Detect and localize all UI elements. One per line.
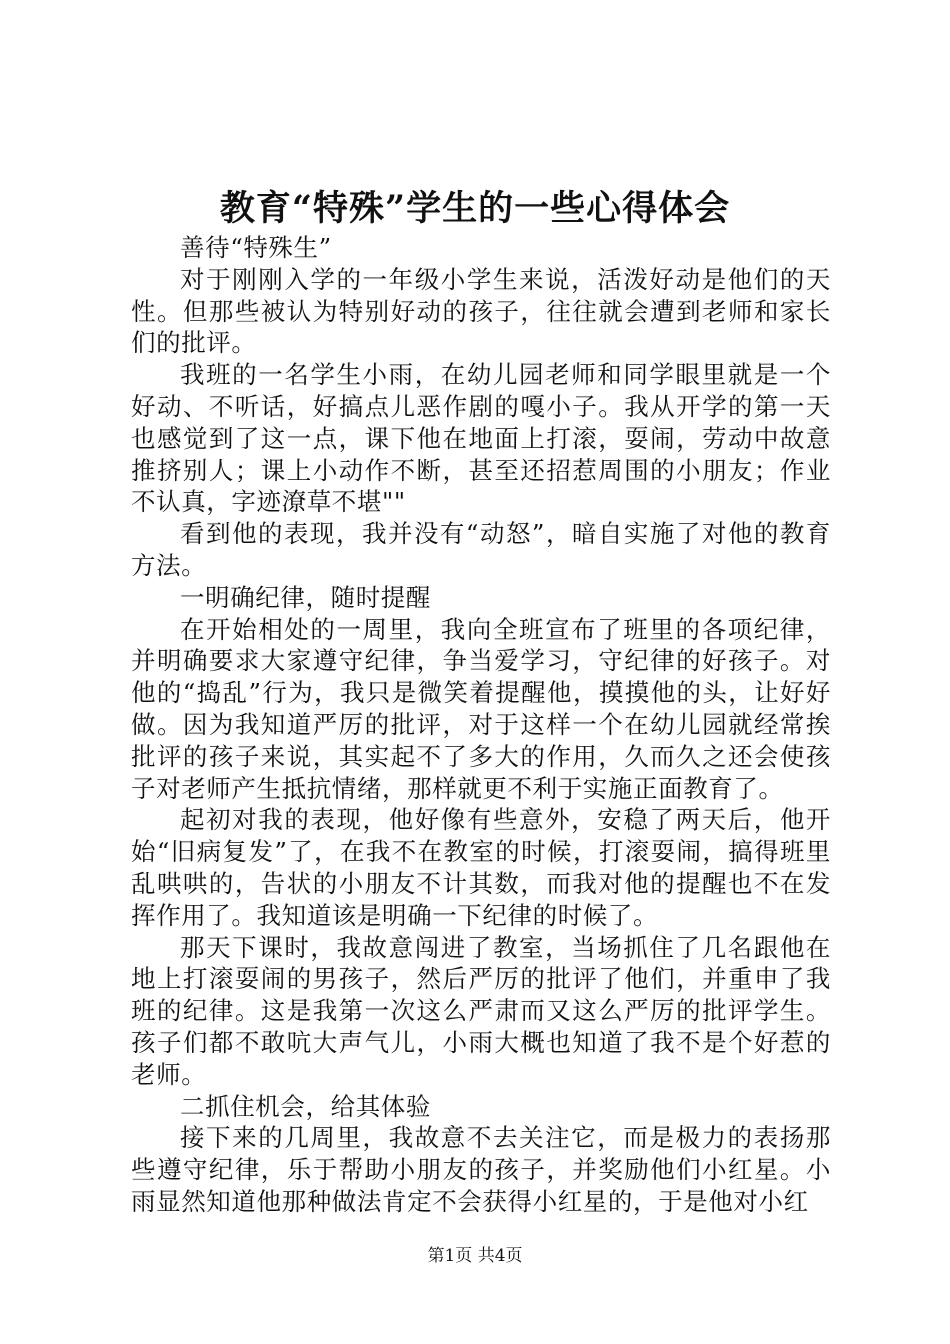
paragraph: 起初对我的表现，他好像有些意外，安稳了两天后，他开始“旧病复发”了，在我不在教室的时候，打滚耍闹，搞得班里乱哄哄的，告状的小朋友不计其数，而我对他的提醒也不在发挥作用了。我知道该是明确一下纪律的时候了。 — [131, 805, 831, 930]
paragraph: 在开始相处的一周里，我向全班宣布了班里的各项纪律，并明确要求大家遵守纪律，争当爱学习，守纪律的好孩子。对他的“捣乱”行为，我只是微笑着提醒他，摸摸他的头，让好好做。因为我知道严厉的批评，对于这样一个在幼儿园就经常挨批评的孩子来说，其实起不了多大的作用，久而久之还会使孩子对老师产生抵抗情绪，那样就更不利于实施正面教育了。 — [131, 614, 831, 803]
paragraph: 我班的一名学生小雨，在幼儿园老师和同学眼里就是一个好动、不听话，好搞点儿恶作剧的嘎小子。我从开学的第一天也感觉到了这一点，课下他在地面上打滚，耍闹，劳动中故意推挤别人；课上小动作不断，甚至还招惹周围的小朋友；作业不认真，字迹潦草不堪"" — [131, 360, 831, 517]
document-title: 教育“特殊”学生的一些心得体会 — [219, 188, 731, 229]
section-heading: 二抓住机会，给其体验 — [180, 1091, 431, 1121]
paragraph: 那天下课时，我故意闯进了教室，当场抓住了几名跟他在地上打滚耍闹的男孩子，然后严厉的批评了他们，并重申了我班的纪律。这是我第一次这么严肃而又这么严厉的批评学生。孩子们都不敢吭大声气儿，小雨大概也知道了我不是个好惹的老师。 — [131, 932, 831, 1089]
section-heading: 善待“特殊生” — [180, 233, 332, 262]
page-footer — [0, 1244, 950, 1268]
paragraph: 接下来的几周里，我故意不去关注它，而是极力的表扬那些遵守纪律，乐于帮助小朋友的孩子，并奖励他们小红星。小雨显然知道他那种做法肯定不会获得小红星的，于是他对小红 — [131, 1123, 831, 1216]
document-body — [131, 232, 831, 1218]
page-number: 第1页 — [427, 1246, 473, 1266]
paragraph: 对于刚刚入学的一年级小学生来说，活泼好动是他们的天性。但那些被认为特别好动的孩子，往往就会遭到老师和家长们的批评。 — [131, 264, 831, 358]
section-heading: 一明确纪律，随时提醒 — [180, 582, 431, 612]
page-total: 共4页 — [477, 1246, 523, 1266]
paragraph: 看到他的表现，我并没有“动怒”，暗自实施了对他的教育方法。 — [131, 519, 831, 580]
